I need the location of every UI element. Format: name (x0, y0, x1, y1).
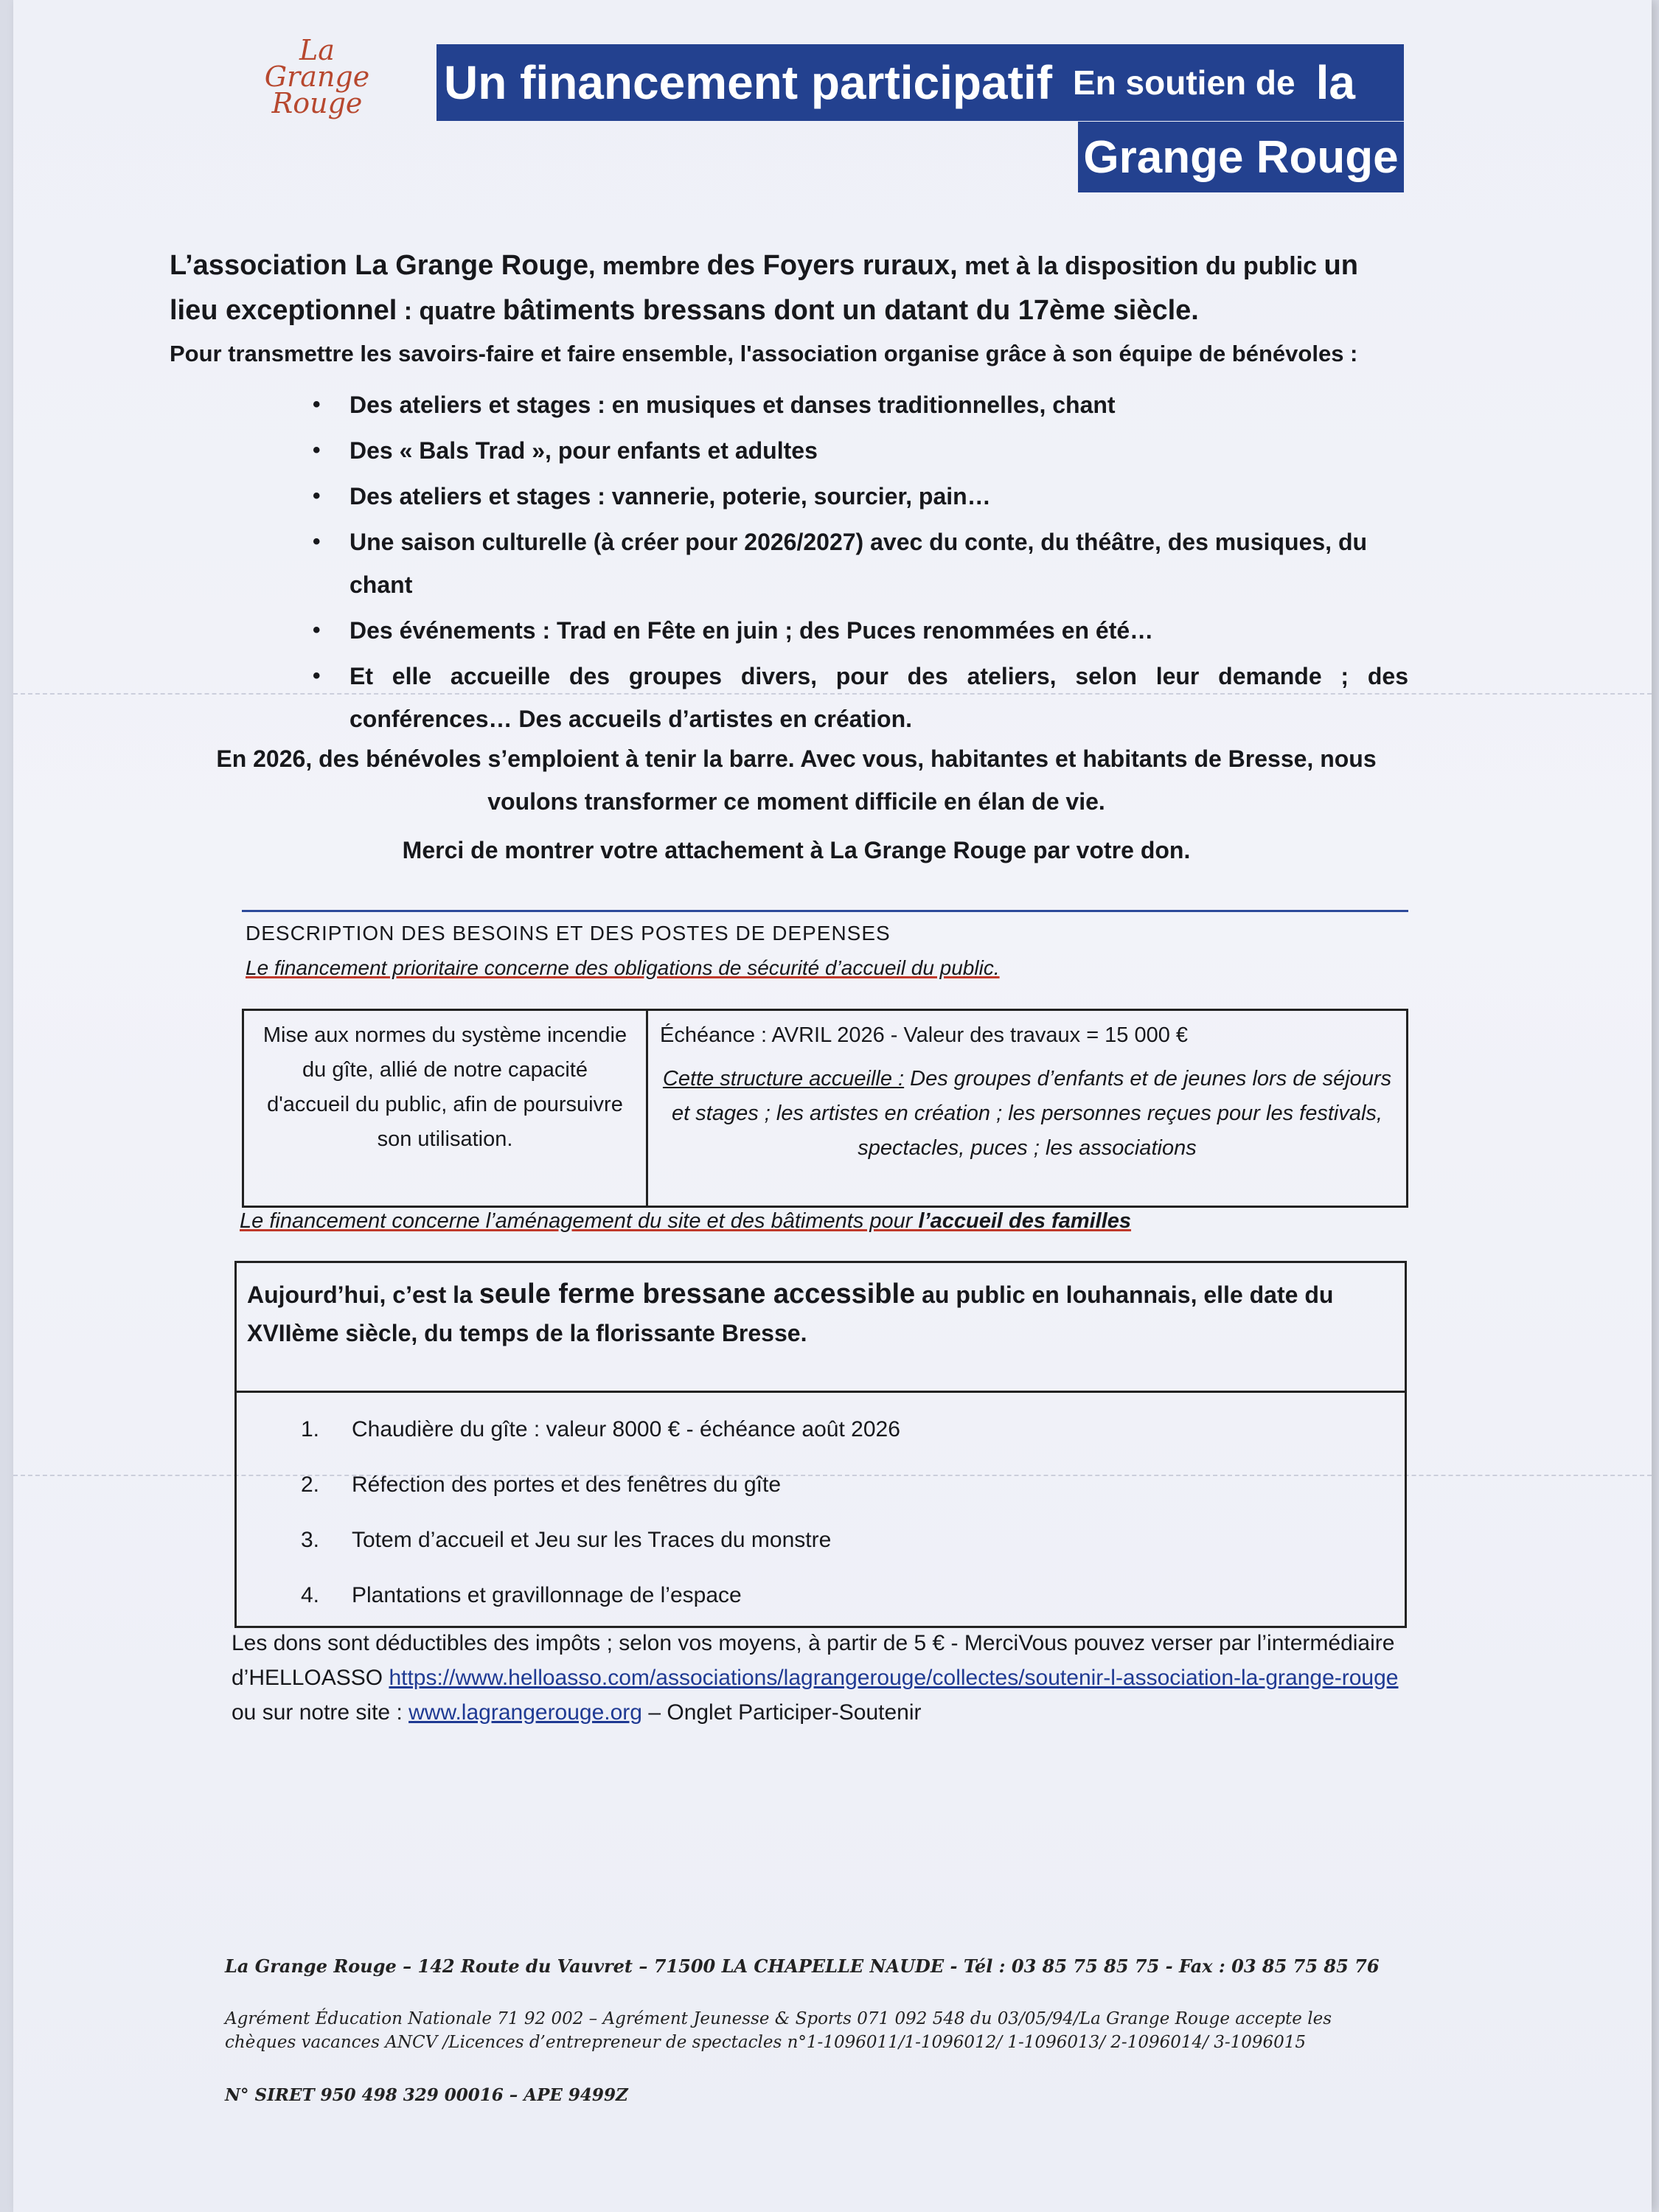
list-item (237, 1568, 1405, 1623)
section-subtitle: Le financement prioritaire concerne des obligations de sécurité d’accueil du public. (246, 956, 1000, 979)
list-item-text: Une saison culturelle (à créer pour 2026/2027) avec du conte, du théâtre, des musiques, du chant (349, 529, 1368, 598)
footer-agreements: Agrément Éducation Nationale 71 92 002 – Agrément Jeunesse & Sports 071 092 548 du 03/05/94/La Grange Rouge accepte les chèques vacances ANCV /Licences d’entrepreneur de spectacles n°1-1096011/1-1096012/ 1-1096013/ 2-1096014/ 3-1096015 (225, 2009, 1332, 2052)
intro-text: met à la disposition du public (957, 252, 1324, 280)
list-item (237, 1512, 1405, 1568)
funding-text: Le financement concerne l’aménagement du site et des bâtiments pour (240, 1209, 919, 1233)
helloasso-link[interactable]: https://www.helloasso.com/associations/lagrangerouge/collectes/soutenir-l-association-la-grange-rouge (389, 1666, 1399, 1690)
item-number: 3. (300, 1528, 319, 1552)
list-item-text: Des ateliers et stages : vannerie, poterie, sourcier, pain… (349, 483, 991, 509)
item-text: Totem d’accueil et Jeu sur les Traces du monstre (352, 1528, 832, 1552)
header-text: Aujourd’hui, c’est la (247, 1281, 479, 1308)
item-text: Réfection des portes et des fenêtres du gîte (352, 1472, 782, 1497)
funding-families (240, 1209, 1131, 1234)
bullet-icon: • (313, 618, 321, 642)
title-main: Un financement participatif (444, 56, 1052, 109)
list-item (302, 521, 1408, 606)
item-number: 1. (300, 1417, 319, 1441)
call-to-action: En 2026, des bénévoles s’emploient à tenir la barre. Avec vous, habitantes et habitants de Bresse, nous voulons transformer ce moment difficile en élan de vie. (216, 745, 1377, 815)
structure-label: Cette structure accueille : (662, 1067, 905, 1091)
item-number: 2. (300, 1472, 319, 1497)
funding-bold: l’accueil des familles (918, 1209, 1132, 1233)
list-item (302, 475, 1408, 518)
bullet-icon: • (313, 484, 321, 508)
logo-line: La (299, 34, 335, 66)
needs-list (237, 1393, 1405, 1623)
list-item (237, 1402, 1405, 1457)
needs-table (234, 1261, 1407, 1628)
intro-text: : quatre (397, 297, 503, 325)
list-item (302, 429, 1408, 472)
intro-foyers: des Foyers ruraux, (706, 250, 958, 281)
section-divider (242, 910, 1408, 912)
priority-table (242, 1009, 1408, 1208)
bullet-icon: • (313, 664, 321, 688)
list-item-text: Des ateliers et stages : en musiques et danses traditionnelles, chant (349, 392, 1116, 418)
item-number: 4. (300, 1583, 319, 1607)
section-title: DESCRIPTION DES BESOINS ET DES POSTES DE DEPENSES (246, 922, 891, 945)
bullet-icon: • (313, 392, 321, 417)
bullet-icon: • (313, 529, 321, 554)
donation-text: – Onglet Participer-Soutenir (642, 1700, 922, 1725)
title-small: En soutien de (1073, 63, 1295, 102)
structure-text (660, 1062, 1394, 1166)
lead-text: Pour transmettre les savoirs-faire et faire ensemble, l'association organise grâce à son équipe de bénévoles : (170, 341, 1358, 366)
structure-description: Des groupes d’enfants et de jeunes lors de séjours et stages ; les artistes en création ; les personnes reçues pour les festivals, spectacles, puces ; les associations (672, 1067, 1392, 1160)
grange-rouge-logo (258, 34, 376, 147)
title-banner (437, 44, 1404, 121)
list-item (302, 383, 1408, 426)
footer-address: La Grange Rouge – 142 Route du Vauvret – 71500 LA CHAPELLE NAUDE - Tél : 03 85 75 85 75 - Fax : 03 85 75 85 76 (225, 1955, 1380, 1977)
donation-text: ou sur notre site : (232, 1700, 409, 1725)
list-item (302, 609, 1408, 652)
footer-siret: N° SIRET 950 498 329 00016 – APE 9499Z (225, 2085, 628, 2105)
title-la: la (1315, 56, 1355, 109)
list-item-text: Des événements : Trad en Fête en juin ; des Puces renommées en été… (349, 617, 1154, 644)
website-link[interactable]: www.lagrangerouge.org (408, 1700, 642, 1725)
intro-text: , membre (588, 252, 707, 280)
bullet-icon: • (313, 438, 321, 462)
item-text: Plantations et gravillonnage de l’espace (352, 1583, 742, 1607)
header-highlight: seule ferme bressane accessible (479, 1279, 916, 1310)
intro-lieu: un lieu exceptionnel (170, 250, 1358, 326)
intro-paragraph (170, 243, 1408, 333)
list-item-text: Et elle accueille des groupes divers, pour des ateliers, selon leur demande ; des conférences… Des accueils d’artistes en création. (349, 663, 1408, 732)
list-item (302, 655, 1408, 740)
list-item-text: Des « Bals Trad », pour enfants et adultes (349, 437, 818, 464)
header-text: au public en louhannais, elle date du XVIIème siècle, du temps de la florissante Bresse. (247, 1281, 1334, 1346)
priority-due: Échéance : AVRIL 2026 - Valeur des travaux = 15 000 € (660, 1023, 1189, 1047)
priority-description: Mise aux normes du système incendie du gîte, allié de notre capacité d'accueil du public, afin de poursuivre son utilisation. (244, 1011, 648, 1206)
item-text: Chaudière du gîte : valeur 8000 € - échéance août 2026 (352, 1417, 900, 1441)
activities-list (302, 383, 1408, 743)
needs-header (237, 1263, 1405, 1393)
logo-line: Rouge (271, 87, 363, 119)
priority-details (648, 1011, 1406, 1206)
list-item (237, 1457, 1405, 1512)
donation-text: Les dons sont déductibles des impôts ; selon vos moyens, à partir de 5 € - MerciVous pouvez verser par l’intermédiaire d’HELLOASSO (232, 1631, 1395, 1690)
intro-association: L’association La Grange Rouge (170, 250, 589, 281)
thanks-text: Merci de montrer votre attachement à La Grange Rouge par votre don. (402, 837, 1191, 863)
intro-batiments: bâtiments bressans dont un datant du 17ème siècle. (502, 295, 1199, 326)
title-banner-line2: Grange Rouge (1078, 122, 1404, 192)
logo-line: Grange (264, 60, 370, 93)
donation-info (232, 1626, 1411, 1730)
